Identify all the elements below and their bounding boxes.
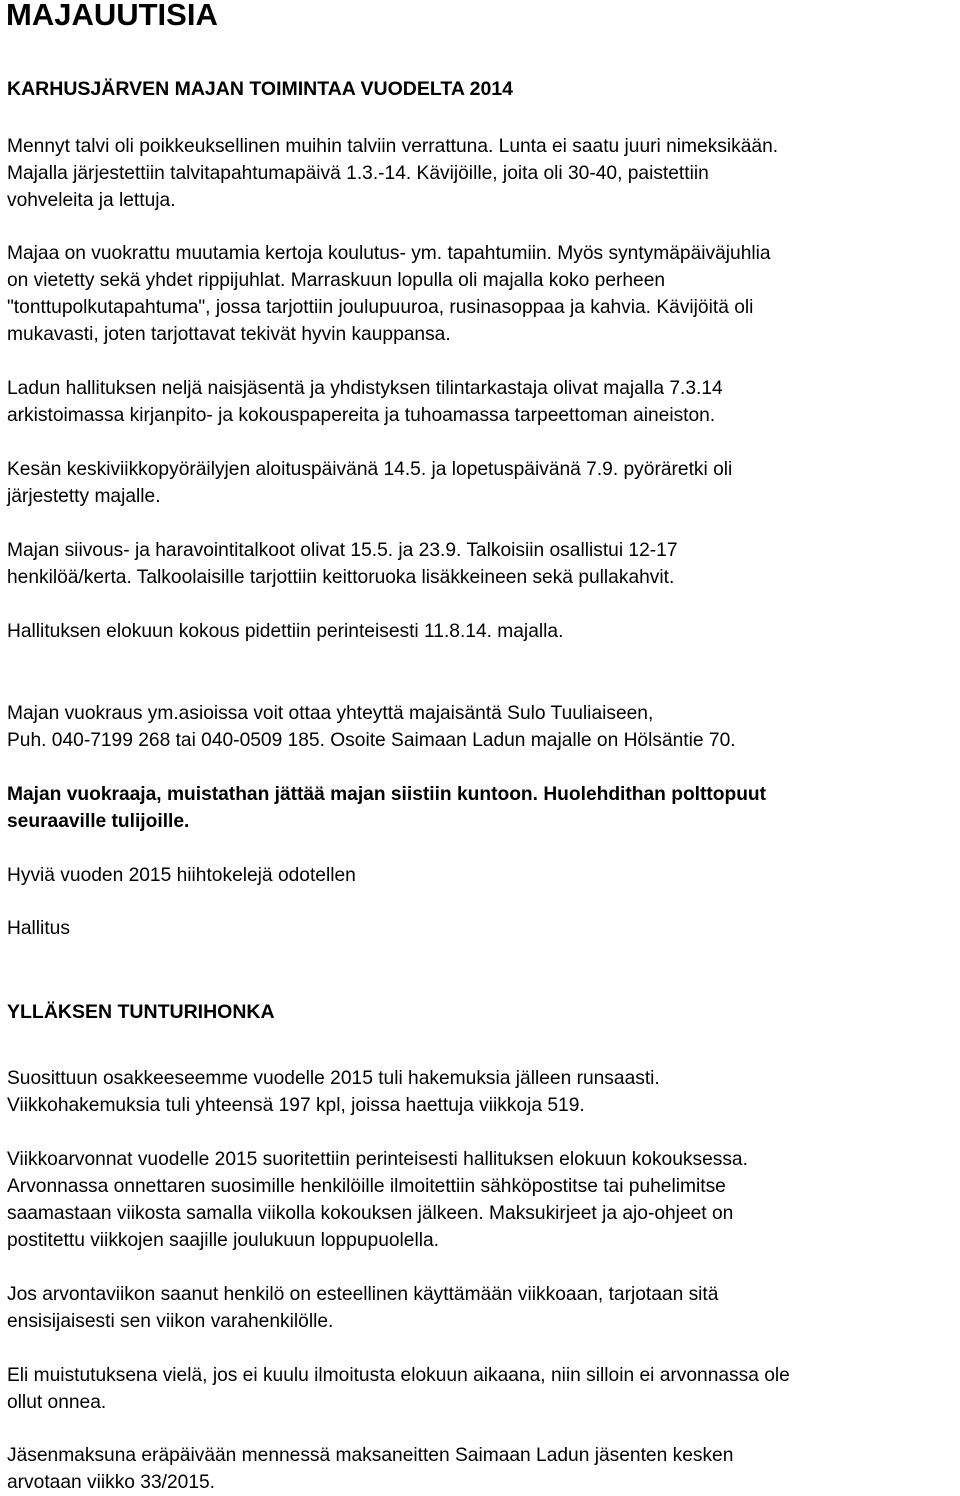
text-line: Majan vuokraaja, muistathan jättää majan siistiin kuntoon. Huolehdithan polttopuut xyxy=(7,784,767,805)
paragraph-cycling xyxy=(7,456,732,510)
paragraph-winter xyxy=(7,133,778,214)
text-line: Viikkoarvonnat vuodelle 2015 suoritettiin perinteisesti hallituksen elokuun kokouksessa. xyxy=(7,1149,748,1170)
text-line: Suosittuun osakkeeseemme vuodelle 2015 tuli hakemuksia jälleen runsaasti. xyxy=(7,1068,660,1089)
text-line: henkilöä/kerta. Talkoolaisille tarjottiin keittoruoka lisäkkeineen sekä pullakahvit. xyxy=(7,567,675,588)
paragraph-contact xyxy=(7,700,736,754)
section-heading-yllas: YLLÄKSEN TUNTURIHONKA xyxy=(7,1001,275,1023)
text-line: Eli muistutuksena vielä, jos ei kuulu ilmoitusta elokuun aikaana, niin silloin ei arvonnassa ole xyxy=(7,1365,790,1386)
text-line: Kesän keskiviikkopyöräilyjen aloituspäivänä 14.5. ja lopetuspäivänä 7.9. pyöräretki oli xyxy=(7,459,733,480)
paragraph-no-luck xyxy=(7,1362,790,1416)
text-line: Hallituksen elokuun kokous pidettiin perinteisesti 11.8.14. majalla. xyxy=(7,621,564,642)
text-line: Majalla järjestettiin talvitapahtumapäivä 1.3.-14. Kävijöille, joita oli 30-40, paistettiin xyxy=(7,163,709,184)
text-line: postitettu viikkojen saajille joulukuun loppupuolella. xyxy=(7,1230,439,1251)
text-line: Hyviä vuoden 2015 hiihtokelejä odotellen xyxy=(7,865,356,886)
paragraph-rentals xyxy=(7,240,771,348)
text-line: Arvonnassa onnettaren suosimille henkilöille ilmoitettiin sähköpostitse tai puhelimitse xyxy=(7,1176,726,1197)
text-line: mukavasti, joten tarjottavat tekivät hyvin kauppansa. xyxy=(7,324,451,345)
text-line: järjestetty majalle. xyxy=(7,486,161,507)
text-line: Ladun hallituksen neljä naisjäsentä ja yhdistyksen tilintarkastaja olivat majalla 7.3.14 xyxy=(7,378,723,399)
text-line: Puh. 040-7199 268 tai 040-0509 185. Osoite Saimaan Ladun majalle on Hölsäntie 70. xyxy=(7,730,736,751)
text-line: Viikkohakemuksia tuli yhteensä 197 kpl, joissa haettuja viikkoja 519. xyxy=(7,1095,585,1116)
text-line: arkistoimassa kirjanpito- ja kokouspapereita ja tuhoamassa tarpeettoman aineiston. xyxy=(7,405,716,426)
paragraph-signature xyxy=(7,915,70,942)
paragraph-draw xyxy=(7,1146,748,1254)
text-line: Hallitus xyxy=(7,918,70,939)
text-line: seuraaville tulijoille. xyxy=(7,811,190,832)
paragraph-board-meeting xyxy=(7,618,563,645)
text-line: Mennyt talvi oli poikkeuksellinen muihin talviin verrattuna. Lunta ei saatu juuri nimeksikään. xyxy=(7,136,779,157)
text-line: Majan siivous- ja haravointitalkoot olivat 15.5. ja 23.9. Talkoisiin osallistui 12-17 xyxy=(7,540,678,561)
text-line: arvotaan viikko 33/2015. xyxy=(7,1472,215,1493)
text-line: vohveleita ja lettuja. xyxy=(7,190,176,211)
page-title: MAJAUUTISIA xyxy=(6,0,218,32)
paragraph-applications xyxy=(7,1065,660,1119)
text-line: Majaa on vuokrattu muutamia kertoja koulutus- ym. tapahtumiin. Myös syntymäpäiväjuhlia xyxy=(7,243,771,264)
paragraph-archiving xyxy=(7,375,723,429)
paragraph-greeting xyxy=(7,862,356,889)
paragraph-members-draw xyxy=(7,1442,733,1496)
text-line: saamastaan viikosta samalla viikolla kokouksen jälkeen. Maksukirjeet ja ajo-ohjeet on xyxy=(7,1203,734,1224)
text-line: Jäsenmaksuna eräpäivään mennessä maksaneitten Saimaan Ladun jäsenten kesken xyxy=(7,1445,734,1466)
paragraph-reminder xyxy=(7,781,766,835)
section-heading-karhusjarvi: KARHUSJÄRVEN MAJAN TOIMINTAA VUODELTA 2014 xyxy=(7,78,513,100)
text-line: ensisijaisesti sen viikon varahenkilölle. xyxy=(7,1311,334,1332)
text-line: ollut onnea. xyxy=(7,1392,107,1413)
text-line: on vietetty sekä yhdet rippijuhlat. Marraskuun lopulla oli majalla koko perheen xyxy=(7,270,666,291)
paragraph-talkoot xyxy=(7,537,678,591)
paragraph-substitute xyxy=(7,1281,718,1335)
text-line: Majan vuokraus ym.asioissa voit ottaa yhteyttä majaisäntä Sulo Tuuliaiseen, xyxy=(7,703,654,724)
text-line: Jos arvontaviikon saanut henkilö on esteellinen käyttämään viikkoaan, tarjotaan sitä xyxy=(7,1284,719,1305)
text-line: "tonttupolkutapahtuma", jossa tarjottiin joulupuuroa, rusinasoppaa ja kahvia. Kävijöitä oli xyxy=(7,297,754,318)
